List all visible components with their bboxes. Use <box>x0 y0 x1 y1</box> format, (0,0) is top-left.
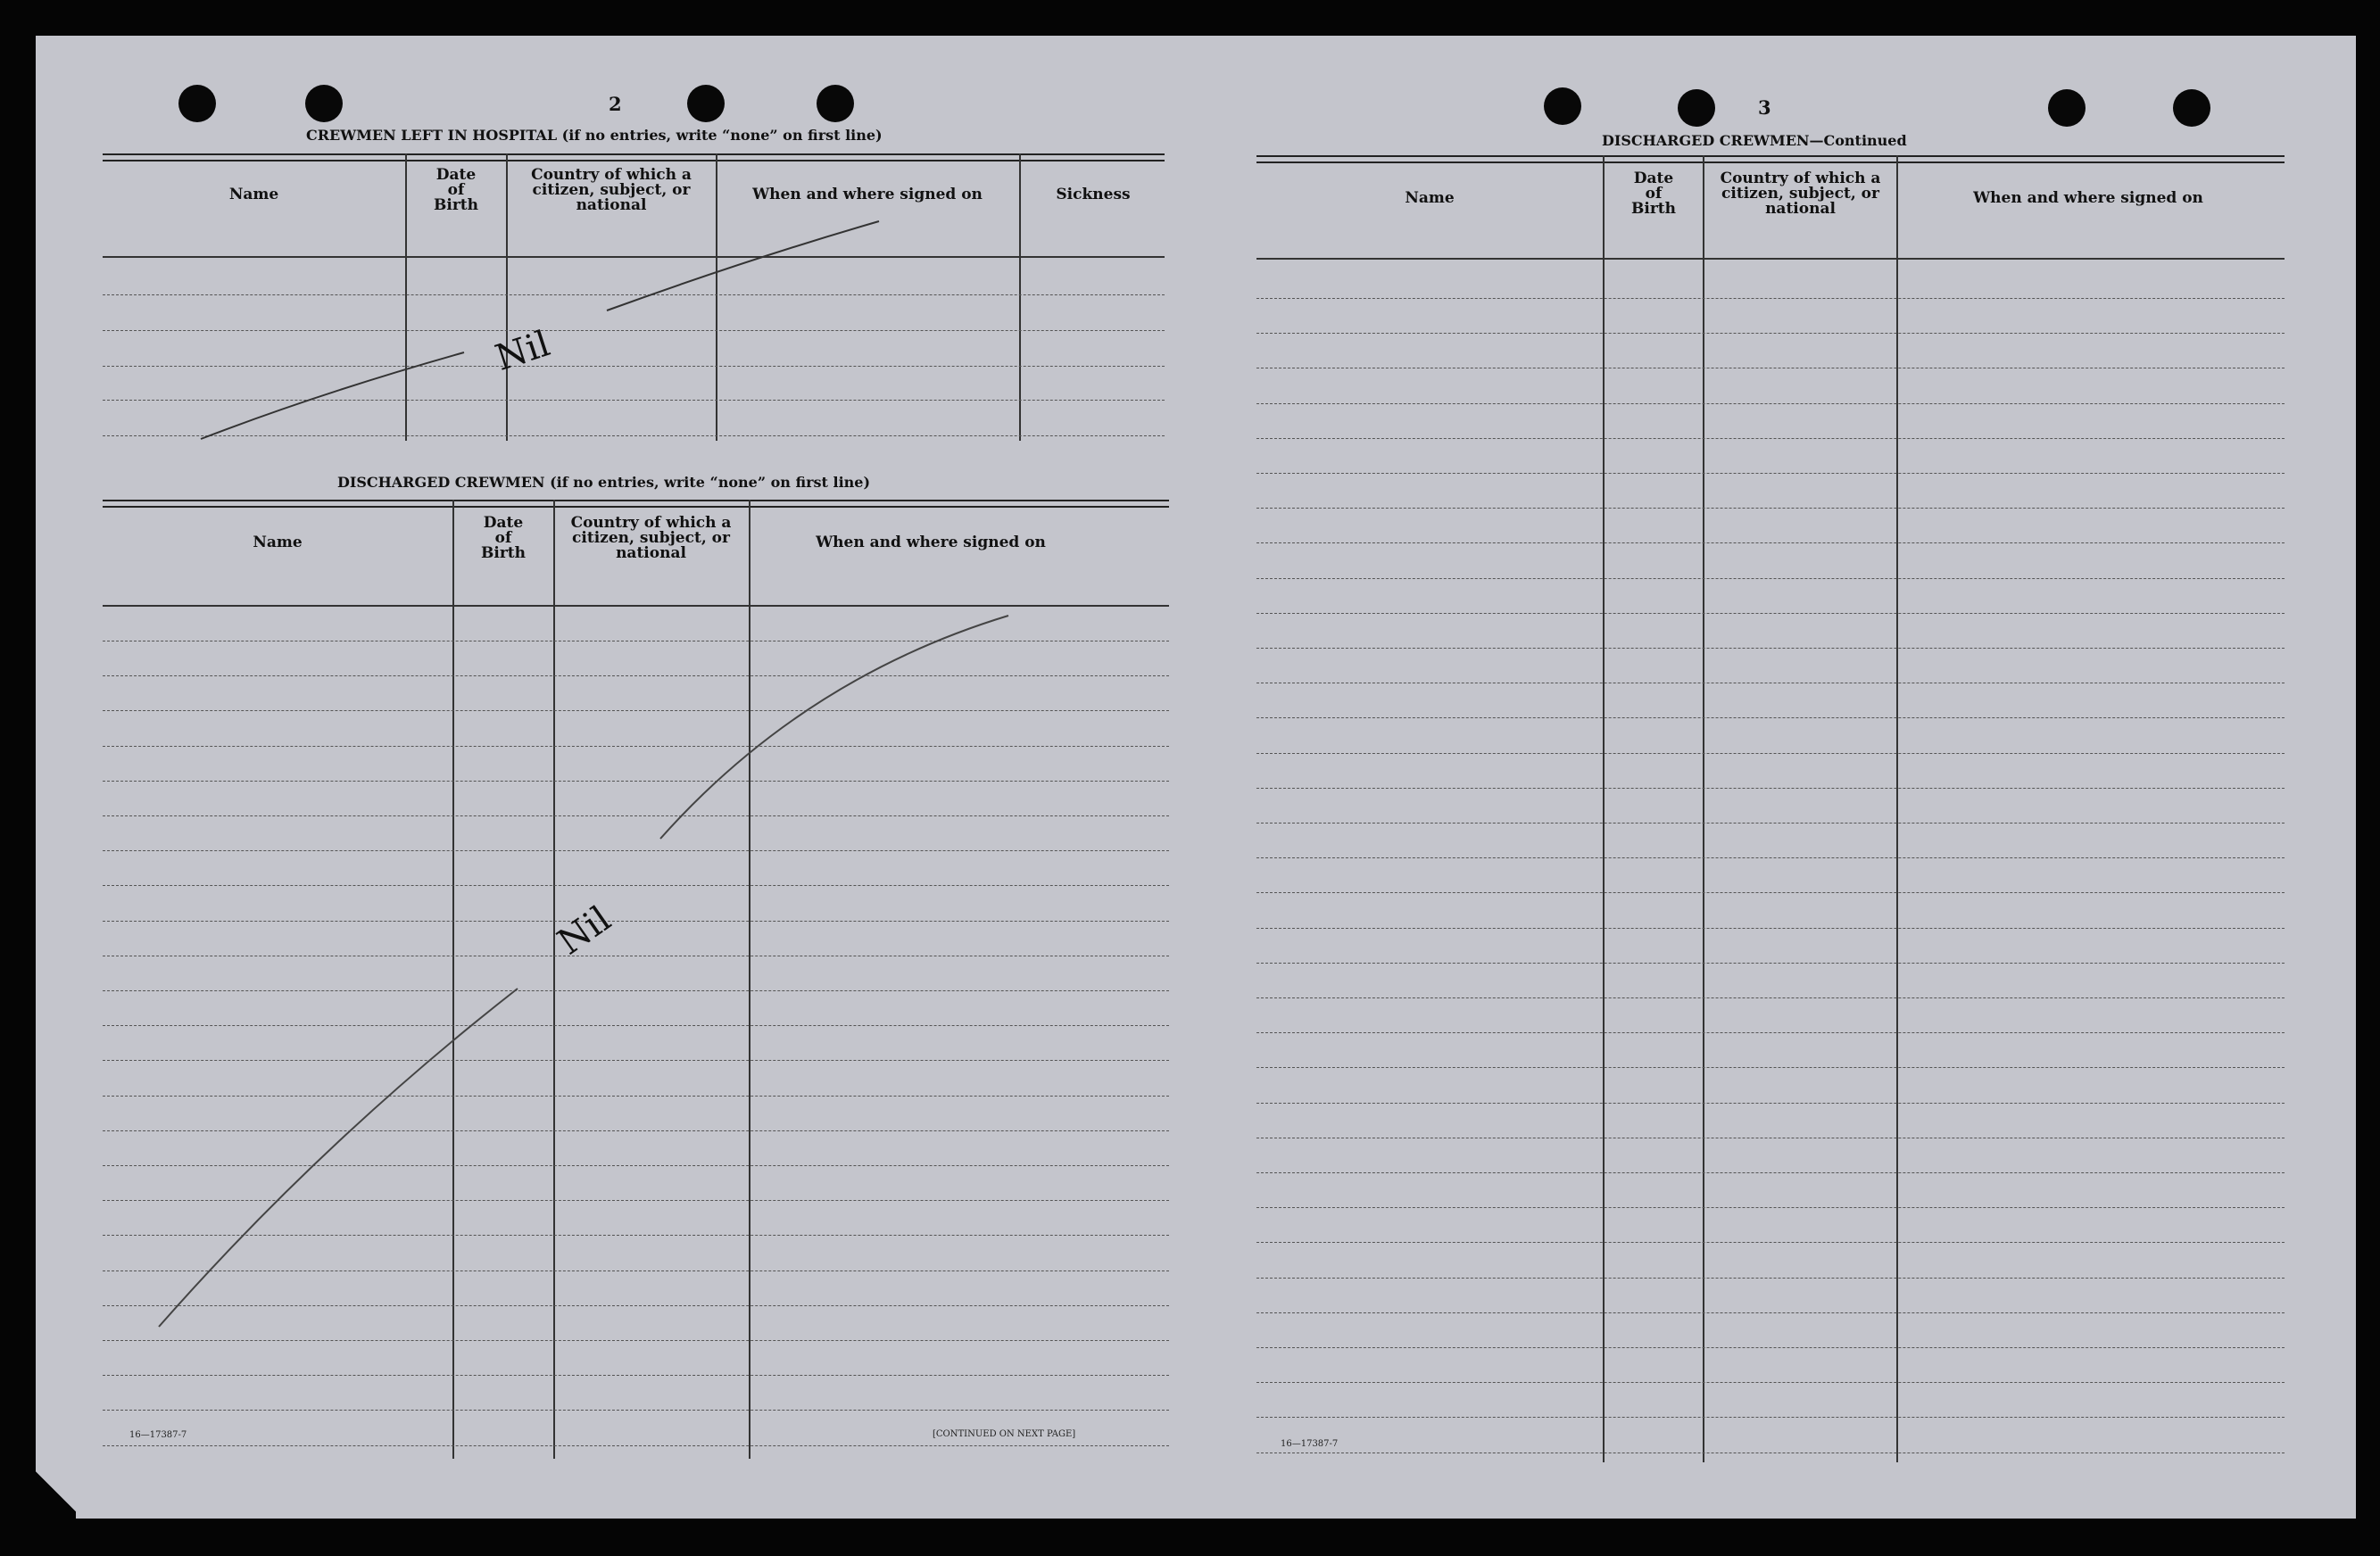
column-header-signed-on: When and where signed on <box>816 534 1046 551</box>
discharged-section-title: DISCHARGED CREWMEN (if no entries, write “none” on first line) <box>337 474 871 491</box>
form-sheet <box>36 36 2356 1519</box>
handwriting-overlay <box>36 36 2356 1519</box>
hospital-nil-handwriting: Nil <box>490 323 555 379</box>
column-header-name: Name <box>1405 189 1455 207</box>
column-header-sickness: Sickness <box>1056 186 1131 203</box>
page-number-right: 3 <box>1758 96 1771 119</box>
discharged-nil-handwriting: Nil <box>550 898 618 964</box>
column-header-name: Name <box>228 186 279 203</box>
form-number-left: 16—17387-7 <box>129 1430 187 1440</box>
column-header-date-of-birth: Date of Birth <box>481 514 526 562</box>
column-header-signed-on: When and where signed on <box>1973 189 2203 207</box>
discharged-strike-line <box>159 616 1008 1327</box>
column-header-date-of-birth: Date of Birth <box>1631 170 1676 218</box>
hospital-section-title: CREWMEN LEFT IN HOSPITAL (if no entries, write “none” on first line) <box>306 127 883 144</box>
column-header-date-of-birth: Date of Birth <box>434 166 478 214</box>
column-header-country: Country of which a citizen, subject, or national <box>570 514 732 562</box>
page-number-left: 2 <box>609 93 622 115</box>
column-header-country: Country of which a citizen, subject, or national <box>1720 170 1881 218</box>
continued-note: [CONTINUED ON NEXT PAGE] <box>933 1429 1076 1439</box>
column-header-country: Country of which a citizen, subject, or national <box>531 166 692 214</box>
discharged-continued-title: DISCHARGED CREWMEN—Continued <box>1602 132 1907 149</box>
column-header-name: Name <box>253 534 303 551</box>
column-header-signed-on: When and where signed on <box>752 186 983 203</box>
form-number-right: 16—17387-7 <box>1281 1439 1339 1449</box>
